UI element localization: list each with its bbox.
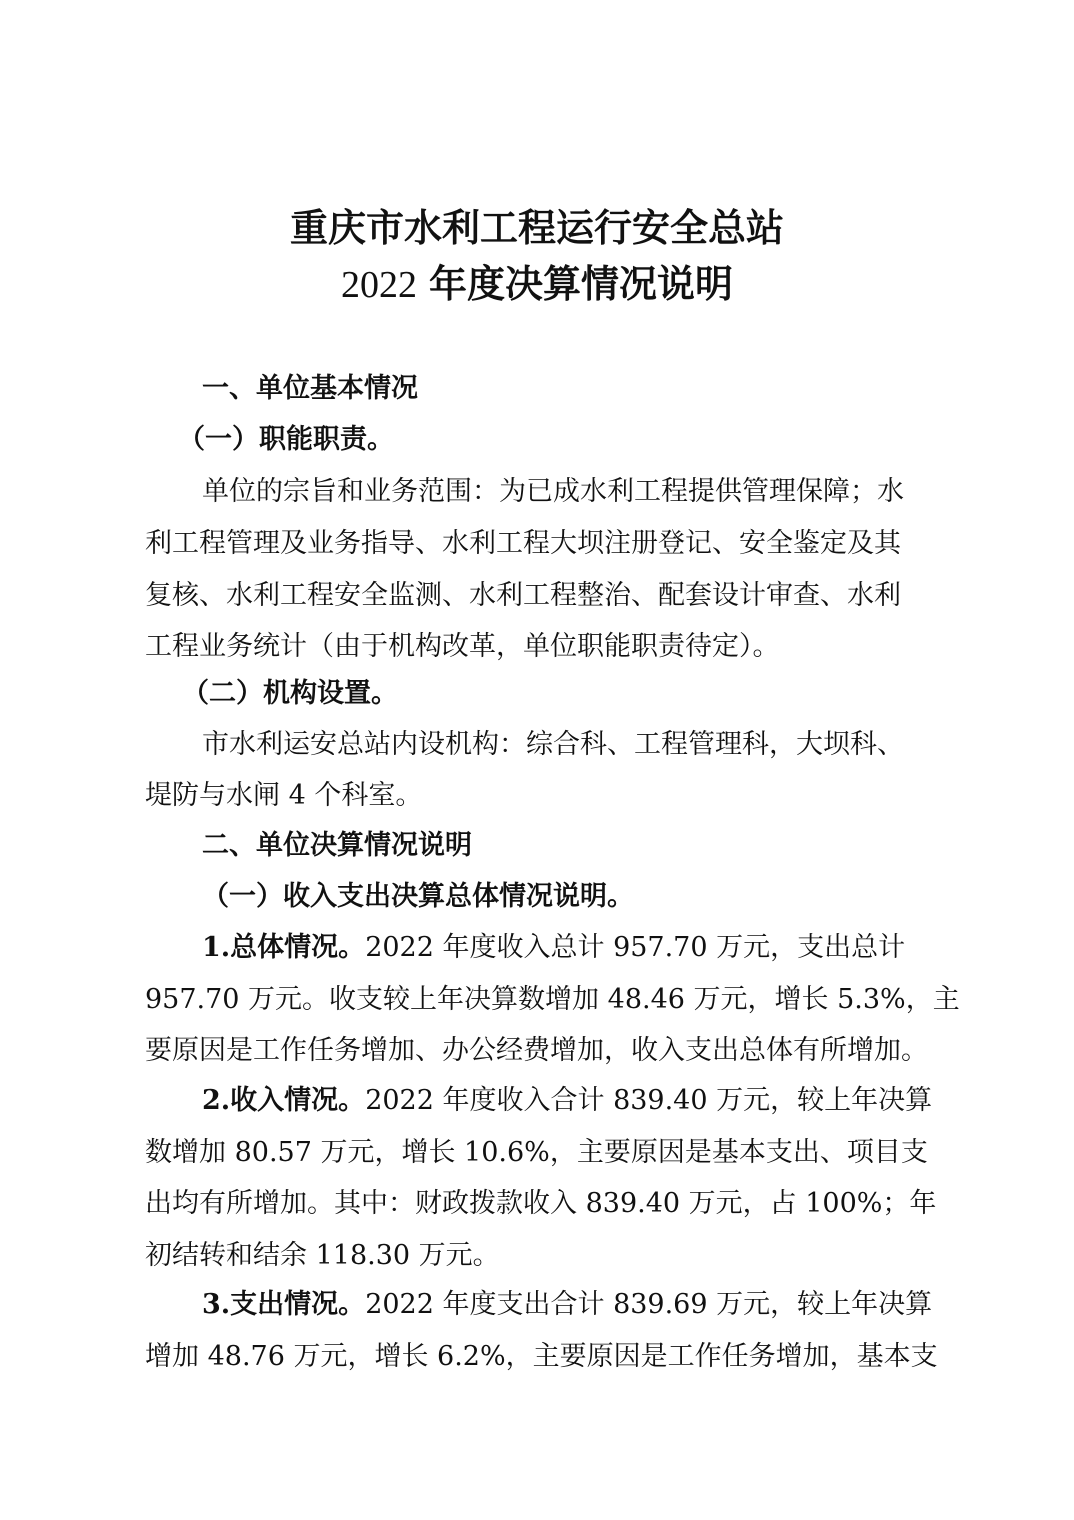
income-text: 2022 年度收入合计 839.40 万元，较上年决算 (365, 1085, 933, 1116)
income-line: 出均有所增加。其中：财政拨款收入 839.40 万元，占 100%；年 (145, 1188, 937, 1219)
duties-line: 复核、水利工程安全监测、水利工程整治、配套设计审查、水利 (145, 580, 901, 611)
duties-line: 利工程管理及业务指导、水利工程大坝注册登记、安全鉴定及其 (145, 528, 901, 559)
document-title-line1: 重庆市水利工程运行安全总站 (289, 205, 784, 250)
expense-line: 增加 48.76 万元，增长 6.2%，主要原因是工作任务增加，基本支 (145, 1341, 938, 1372)
expense-label: 3.支出情况。 (202, 1289, 366, 1320)
subheading-overall: （一）收入支出决算总体情况说明。 (202, 881, 634, 912)
duties-line: 单位的宗旨和业务范围：为已成水利工程提供管理保障；水 (202, 476, 904, 507)
income-label: 2.收入情况。 (202, 1085, 366, 1116)
income-line: 初结转和结余 118.30 万元。 (145, 1240, 500, 1271)
title-rest: 年度决算情况说明 (429, 261, 734, 306)
section-heading-1: 一、单位基本情况 (202, 373, 418, 404)
organization-line: 堤防与水闸 4 个科室。 (145, 780, 423, 811)
paragraph-expense-first (202, 1285, 932, 1325)
overall-label: 1.总体情况。 (202, 932, 366, 963)
document-title-line2 (0, 258, 1074, 311)
income-line: 数增加 80.57 万元，增长 10.6%，主要原因是基本支出、项目支 (145, 1137, 928, 1168)
paragraph-overall-first (202, 928, 905, 968)
subheading-organization: （二）机构设置。 (182, 678, 398, 709)
title-year: 2022 (340, 264, 417, 306)
section-heading-2: 二、单位决算情况说明 (202, 830, 472, 861)
overall-line: 957.70 万元。收支较上年决算数增加 48.46 万元，增长 5.3%，主 (145, 984, 960, 1015)
subheading-duties: （一）职能职责。 (178, 424, 394, 455)
organization-line: 市水利运安总站内设机构：综合科、工程管理科，大坝科、 (202, 729, 904, 760)
overall-line: 要原因是工作任务增加、办公经费增加，收入支出总体有所增加。 (145, 1035, 928, 1066)
duties-line: 工程业务统计（由于机构改革，单位职能职责待定）。 (145, 631, 780, 662)
paragraph-income-first (202, 1081, 932, 1121)
expense-text: 2022 年度支出合计 839.69 万元，较上年决算 (365, 1289, 933, 1320)
overall-text: 2022 年度收入总计 957.70 万元，支出总计 (365, 932, 906, 963)
